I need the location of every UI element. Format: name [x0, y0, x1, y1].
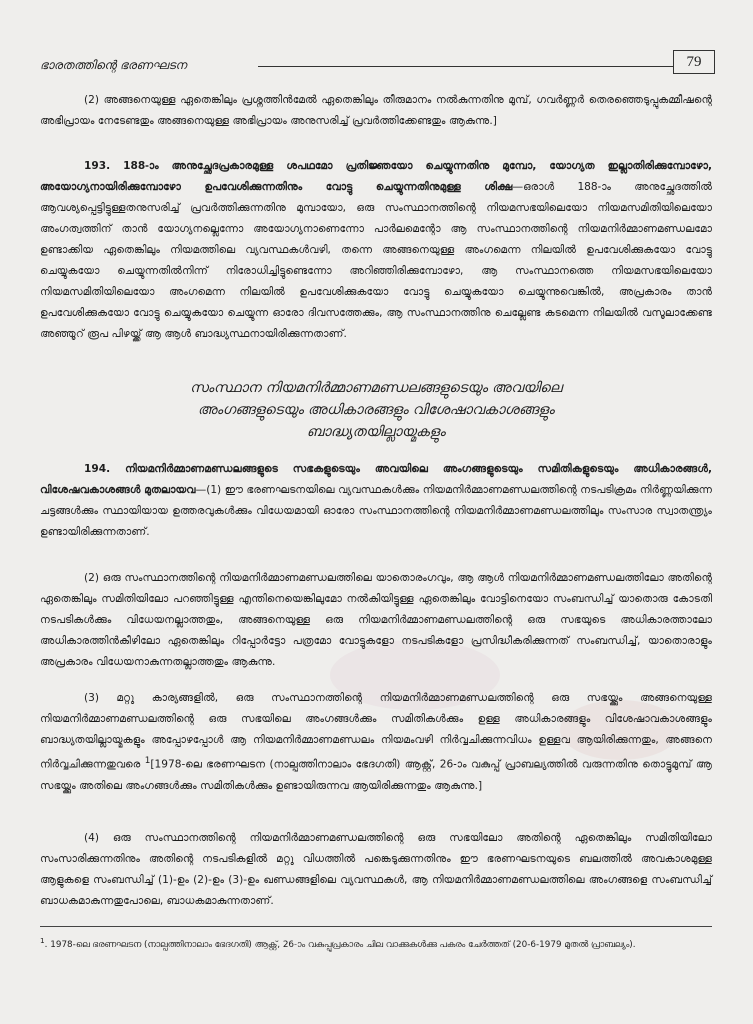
article-193-body: —ഒരാൾ 188-ാം അനുച്ഛേദത്തിൽ ആവശ്യപ്പെട്ടിട്ടുള്ളതനുസരിച്ച് പ്രവർത്തിക്കുന്നതിനു മുമ്പായോ, ഒരു സംസ്ഥാനത്തിന്റെ നിയമസഭയിലെയോ നിയമസമിതിയിലെയോ അംഗത്വത്തിന് താൻ യോഗ്യനല്ലെന്നോ അയോഗ്യനാണെന്നോ പാർലമെന്റോ ആ സംസ്ഥാനത്തിന്റെ നിയമനിർമ്മാണമണ്ഡലമോ ഉണ്ടാക്കിയ ഏതെങ്കിലും നിയമത്തിലെ വ്യവസ്ഥകൾവഴി, തന്നെ അങ്ങനെയുള്ള അംഗമെന്ന നിലയിൽ ഉപവേശിക്കുകയോ വോട്ടു ചെയ്യുകയോ ചെയ്യുന്നതിൽനിന്ന് നിരോധിച്ചിട്ടുണ്ടെന്നോ അറിഞ്ഞിരിക്കുമ്പോഴോ, ആ സംസ്ഥാനത്തെ നിയമസഭയിലെയോ നിയമസമിതിയിലെയോ അംഗമെന്ന നിലയിൽ ഉപവേശിക്കുകയോ വോട്ടു ചെയ്യുകയോ ചെയ്യുന്നുവെങ്കിൽ, അപ്രകാരം താൻ ഉപവേശിക്കുകയോ വോട്ടു ചെയ്യുകയോ ചെയ്യുന്ന ഓരോ ദിവസത്തേക്കും, ആ സംസ്ഥാനത്തിനു ചെല്ലേണ്ട കടമെന്ന നിലയിൽ വസൂലാക്കേണ്ട അഞ്ഞൂറ് രൂപ പിഴയ്ക്ക് ആ ആൾ ബാദ്ധ്യസ്ഥനായിരിക്കുന്നതാണ്.: [40, 181, 712, 340]
footnote-text: . 1978-ലെ ഭരണഘടന (നാല്പത്തിനാലാം ഭേദഗതി) ആക്റ്റ്, 26-ാം വകുപ്പുപ്രകാരം ചില വാക്കുകൾക്കു പകരം ചേർത്തത് (20-6-1979 മുതൽ പ്രാബല്യം).: [44, 939, 636, 950]
section-heading: [40, 377, 712, 443]
paragraph-192-clause-2: (2) അങ്ങനെയുള്ള ഏതെങ്കിലും പ്രശ്നത്തിൻമേൽ ഏതെങ്കിലും തീരുമാനം നൽകുന്നതിനു മുമ്പ്, ഗവർണ്ണർ തെരഞ്ഞെടുപ്പുകമ്മീഷന്റെ അഭിപ്രായം നേടേണ്ടതും അങ്ങനെയുള്ള അഭിപ്രായം അനുസരിച്ച് പ്രവർത്തിക്കേണ്ടതും ആകുന്നു.]: [40, 94, 712, 127]
footnote: [40, 932, 712, 954]
running-title: ഭാരതത്തിന്റെ ഭരണഘടന: [40, 58, 187, 72]
header-rule: [258, 66, 715, 67]
article-193: [40, 156, 712, 345]
page-header: [40, 50, 715, 76]
article-194-clause-2: (2) ഒരു സംസ്ഥാനത്തിന്റെ നിയമനിർമ്മാണമണ്ഡലത്തിലെ യാതൊരംഗവും, ആ ആൾ നിയമനിർമ്മാണമണ്ഡലത്തിലോ അതിന്റെ ഏതെങ്കിലും സമിതിയിലോ പറഞ്ഞിട്ടുള്ള എന്തിനെയെങ്കിലുമോ നൽകിയിട്ടുള്ള ഏതെങ്കിലും വോട്ടിനെയോ സംബന്ധിച്ച് യാതൊരു കോടതി നടപടികൾക്കും വിധേയനല്ലാത്തതും, അങ്ങനെയുള്ള ഒരു നിയമനിർമ്മാണമണ്ഡലത്തിന്റെ ഒരു സഭയുടെ അധികാരത്താലോ അധികാരത്തിൻകീഴിലോ ഏതെങ്കിലും റിപ്പോർട്ടോ പത്രമോ വോട്ടുകളോ നടപടികളോ പ്രസിദ്ധീകരിക്കുന്നത് സംബന്ധിച്ച്, യാതൊരാളും അപ്രകാരം വിധേയനാകുന്നതല്ലാത്തതും ആകുന്നു.: [40, 572, 712, 668]
clause-3-amendment: [1978-ലെ ഭരണഘടന (നാല്പത്തിനാലാം ഭേദഗതി) ആക്റ്റ്, 26-ാം വകുപ്പ് പ്രാബല്യത്തിൽ വരുന്നതിനു തൊട്ടുമുമ്പ് ആ സഭയ്ക്കും അതിലെ അംഗങ്ങൾക്കും സമിതികൾക്കും ഉണ്ടായിരുന്നവ ആയിരിക്കുന്നതും ആകുന്നു.]: [40, 758, 712, 792]
section-heading-line-2: അംഗങ്ങളുടെയും അധികാരങ്ങളും വിശേഷാവകാശങ്ങളും: [197, 402, 555, 418]
clause-1-text: —(1) ഈ ഭരണഘടനയിലെ വ്യവസ്ഥകൾക്കും നിയമനിർമ്മാണമണ്ഡലത്തിന്റെ നടപടിക്രമം നിർണ്ണയിക്കുന്ന ചട്ടങ്ങൾക്കും സ്ഥായിയായ ഉത്തരവുകൾക്കും വിധേയമായി ഓരോ സംസ്ഥാനത്തിന്റെ നിയമനിർമ്മാണമണ്ഡലത്തിലും സംസാര സ്വാതന്ത്ര്യം ഉണ്ടായിരിക്കുന്നതാണ്.: [40, 484, 712, 538]
article-194-clause-4: (4) ഒരു സംസ്ഥാനത്തിന്റെ നിയമനിർമ്മാണമണ്ഡലത്തിന്റെ ഒരു സഭയിലോ അതിന്റെ ഏതെങ്കിലും സമിതിയിലോ സംസാരിക്കുന്നതിനും അതിന്റെ നടപടികളിൽ മറ്റു വിധത്തിൽ പങ്കെടുക്കുന്നതിനും ഈ ഭരണഘടനയുടെ ബലത്തിൽ അവകാശമുള്ള ആളുകളെ സംബന്ധിച്ച് (1)-ഉം (2)-ഉം (3)-ഉം ഖണ്ഡങ്ങളിലെ വ്യവസ്ഥകൾ, ആ നിയമനിർമ്മാണമണ്ഡലത്തിലെ അംഗങ്ങളെ സംബന്ധിച്ച് ബാധകമാകുന്നതുപോലെ, ബാധകമാകുന്നതാണ്.: [40, 832, 712, 907]
footnote-reference: 1: [144, 756, 151, 766]
section-heading-line-1: സംസ്ഥാന നിയമനിർമ്മാണമണ്ഡലങ്ങളുടെയും അവയിലെ: [189, 380, 562, 396]
footnote-rule: [40, 926, 712, 927]
article-193-heading: 193. 188-ാം അനുച്ഛേദപ്രകാരമുള്ള ശപഥമോ പ്രതിജ്ഞയോ ചെയ്യുന്നതിനു മുമ്പോ, യോഗ്യത ഇല്ലാതിരിക്കുമ്പോഴോ, അയോഗ്യനായിരിക്കുമ്പോഴോ ഉപവേശിക്കുന്നതിനും വോട്ടു ചെയ്യുന്നതിനുമുള്ള ശിക്ഷ: [40, 160, 712, 193]
footnote-mark: 1: [40, 936, 45, 945]
clause-3-text: (3) മറ്റു കാര്യങ്ങളിൽ, ഒരു സംസ്ഥാനത്തിന്റെ നിയമനിർമ്മാണമണ്ഡലത്തിന്റെ ഒരു സഭയ്ക്കും അങ്ങനെയുള്ള നിയമനിർമ്മാണമണ്ഡലത്തിന്റെ ഒരു സഭയിലെ അംഗങ്ങൾക്കും സമിതികൾക്കും ഉള്ള അധികാരങ്ങളും വിശേഷാവകാശങ്ങളും ബാദ്ധ്യതയില്ലായ്മകളും അപ്പോഴപ്പോൾ ആ നിയമനിർമ്മാണമണ്ഡലം നിയമംവഴി നിർവ്വചിക്കുന്നവിധം ഉള്ളവ ആയിരിക്കുന്നതും, അങ്ങനെ നിർവ്വചിക്കുന്നതുവരെ: [40, 692, 712, 771]
article-194-clause-3: [40, 688, 712, 797]
page-number: 79: [673, 50, 715, 74]
section-heading-line-3: ബാദ്ധ്യതയില്ലായ്മകളും: [306, 424, 446, 440]
article-194-clause-1: [40, 459, 712, 543]
article-194-heading: 194. നിയമനിർമ്മാണമണ്ഡലങ്ങളുടെ സഭകളുടെയും അവയിലെ അംഗങ്ങളുടെയും സമിതികളുടെയും അധികാരങ്ങൾ, വിശേഷവകാശങ്ങൾ മുതലായവ: [40, 463, 712, 496]
